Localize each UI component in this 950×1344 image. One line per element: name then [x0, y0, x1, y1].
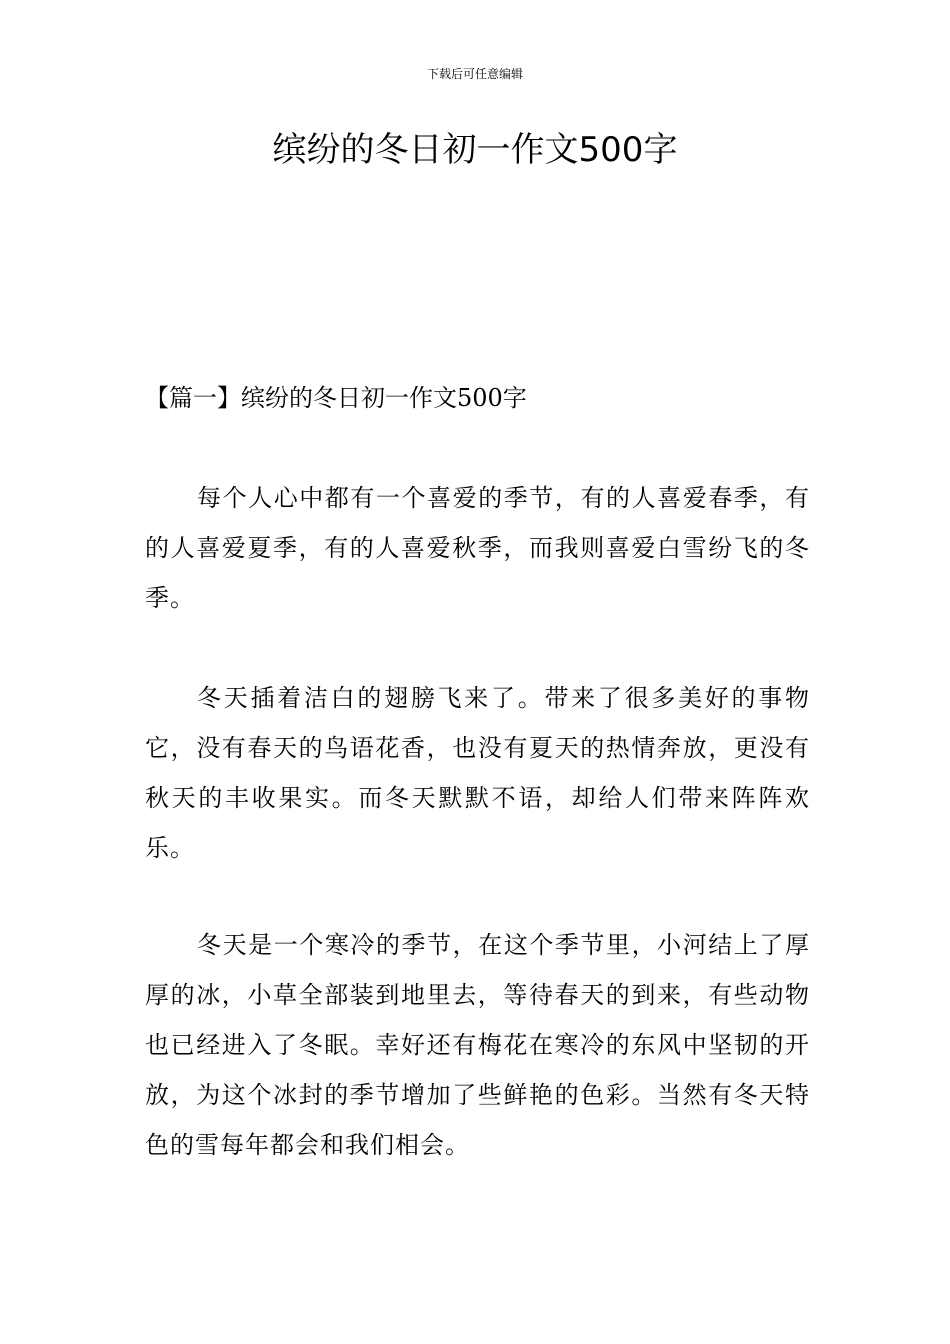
paragraph-1: 每个人心中都有一个喜爱的季节，有的人喜爱春季，有的人喜爱夏季，有的人喜爱秋季，而我则喜爱白雪纷飞的冬季。 — [145, 484, 810, 612]
page-title: 缤纷的冬日初一作文500字 — [272, 130, 678, 170]
paragraph-2: 冬天插着洁白的翅膀飞来了。带来了很多美好的事物它，没有春天的鸟语花香，也没有夏天的热情奔放，更没有秋天的丰收果实。而冬天默默不语，却给人们带来阵阵欢乐。 — [145, 684, 810, 862]
paragraph-3: 冬天是一个寒冷的季节，在这个季节里，小河结上了厚厚的冰，小草全部装到地里去，等待春天的到来，有些动物也已经进入了冬眠。幸好还有梅花在寒冷的东风中坚韧的开放，为这个冰封的季节增加了些鲜艳的色彩。当然有冬天特色的雪每年都会和我们相会。 — [145, 931, 810, 1159]
header-note: 下载后可任意编辑 — [426, 67, 523, 81]
section-heading: 【篇一】缤纷的冬日初一作文500字 — [145, 384, 527, 412]
